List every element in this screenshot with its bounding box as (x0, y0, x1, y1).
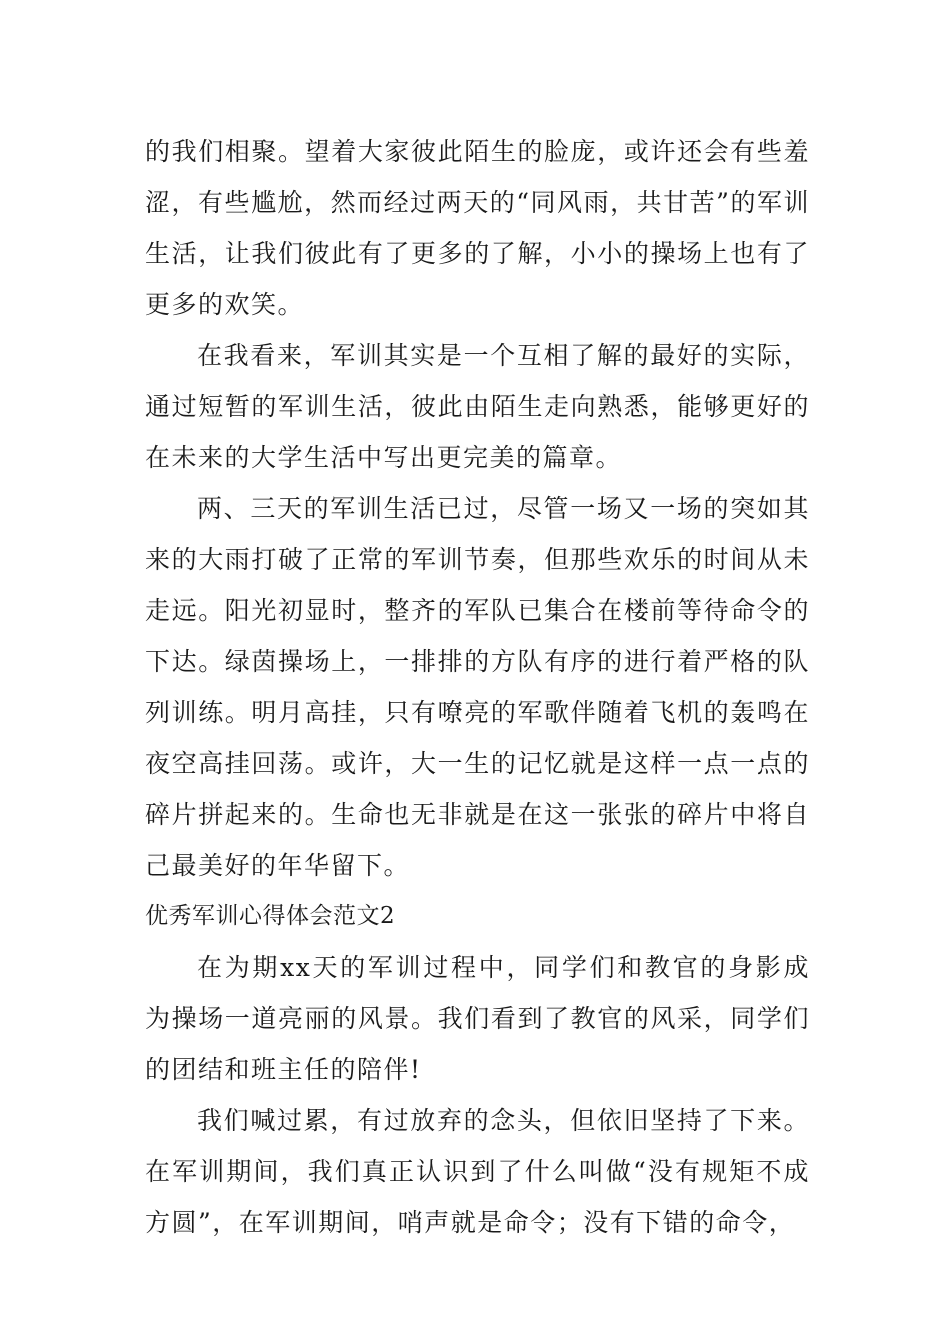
section-heading: 优秀军训心得体会范文2 (145, 903, 396, 929)
paragraph-persistence: 我们喊过累，有过放弃的念头，但依旧坚持了下来。在军训期间，我们真正认识到了什么叫做“没有规矩不成方圆”，在军训期间，哨声就是命令；没有下错的命令， (145, 1106, 810, 1237)
paragraph-continuation: 的我们相聚。望着大家彼此陌生的脸庞，或许还会有些羞涩，有些尴尬，然而经过两天的“同风雨，共甘苦”的军训生活，让我们彼此有了更多的了解，小小的操场上也有了更多的欢笑。 (145, 137, 810, 319)
paragraph-military-training-understanding: 在我看来，军训其实是一个互相了解的最好的实际，通过短暂的军训生活，彼此由陌生走向熟悉，能够更好的在未来的大学生活中写出更完美的篇章。 (145, 341, 810, 472)
document-page (145, 126, 810, 1248)
paragraph-scenery: 在为期xx天的军训过程中，同学们和教官的身影成为操场一道亮丽的风景。我们看到了教官的风采，同学们的团结和班主任的陪伴! (145, 953, 810, 1084)
paragraph-training-memories: 两、三天的军训生活已过，尽管一场又一场的突如其来的大雨打破了正常的军训节奏，但那些欢乐的时间从未走远。阳光初显时，整齐的军队已集合在楼前等待命令的下达。绿茵操场上，一排排的方队有序的进行着严格的队列训练。明月高挂，只有嘹亮的军歌伴随着飞机的轰鸣在夜空高挂回荡。或许，大一生的记忆就是这样一点一点的碎片拼起来的。生命也无非就是在这一张张的碎片中将自己最美好的年华留下。 (145, 494, 810, 880)
